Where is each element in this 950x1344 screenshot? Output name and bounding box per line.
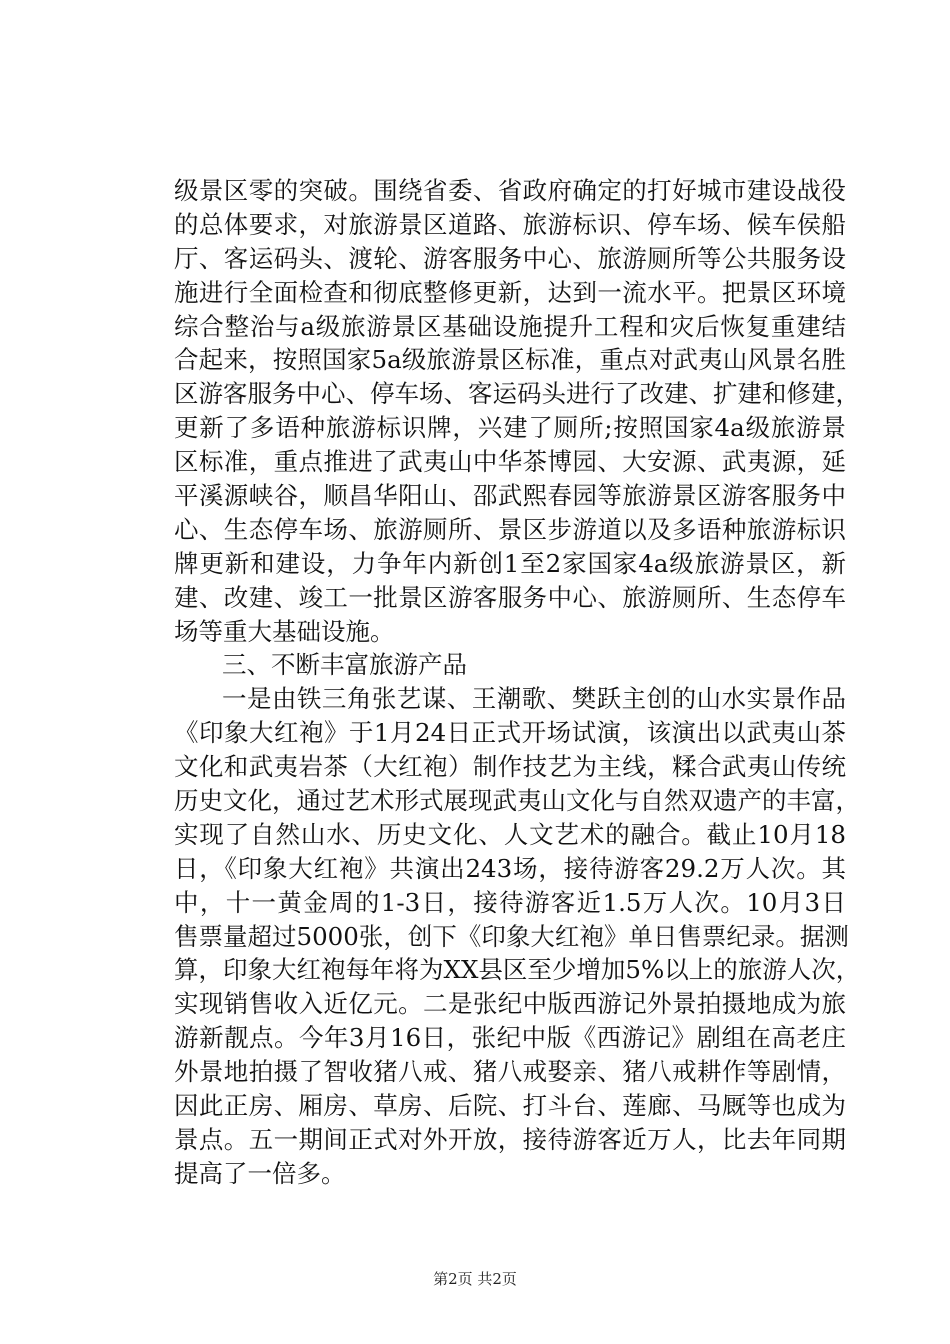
text-line: 文化和武夷岩茶（大红袍）制作技艺为主线，糅合武夷山传统 bbox=[174, 752, 846, 782]
text-line: 售票量超过5000张，创下《印象大红袍》单日售票纪录。据测 bbox=[174, 921, 849, 951]
page-footer: 第2页 共2页 bbox=[433, 1270, 517, 1288]
text-line: 游新靓点。今年3月16日，张纪中版《西游记》剧组在高老庄 bbox=[174, 1023, 846, 1053]
text-line: 场等重大基础设施。 bbox=[174, 616, 395, 646]
section-heading: 三、不断丰富旅游产品 bbox=[222, 650, 467, 680]
text-line: 实现销售收入近亿元。二是张纪中版西游记外景拍摄地成为旅 bbox=[174, 989, 846, 1019]
text-line: 区游客服务中心、停车场、客运码头进行了改建、扩建和修建， bbox=[174, 379, 860, 409]
text-line: 《印象大红袍》于1月24日正式开场试演，该演出以武夷山茶 bbox=[174, 718, 846, 748]
document-body bbox=[174, 174, 861, 1191]
text-line: 算，印象大红袍每年将为XX县区至少增加5%以上的旅游人次， bbox=[174, 955, 861, 985]
text-line: 日，《印象大红袍》共演出243场，接待游客29.2万人次。其 bbox=[174, 853, 846, 883]
text-line: 提高了一倍多。 bbox=[174, 1158, 346, 1188]
text-line: 中，十一黄金周的1-3日，接待游客近1.5万人次。10月3日 bbox=[174, 887, 846, 917]
text-line: 合起来，按照国家5a级旅游景区标准，重点对武夷山风景名胜 bbox=[174, 345, 846, 375]
text-line: 实现了自然山水、历史文化、人文艺术的融合。截止10月18 bbox=[174, 819, 846, 849]
text-line: 心、生态停车场、旅游厕所、景区步游道以及多语种旅游标识 bbox=[174, 514, 846, 544]
text-line: 牌更新和建设，力争年内新创1至2家国家4a级旅游景区，新 bbox=[174, 548, 846, 578]
text-line: 景点。五一期间正式对外开放，接待游客近万人，比去年同期 bbox=[174, 1124, 846, 1154]
text-line: 外景地拍摄了智收猪八戒、猪八戒娶亲、猪八戒耕作等剧情， bbox=[174, 1057, 846, 1087]
text-line: 一是由铁三角张艺谋、王潮歌、樊跃主创的山水实景作品 bbox=[222, 684, 846, 714]
text-line: 综合整治与a级旅游景区基础设施提升工程和灾后恢复重建结 bbox=[174, 311, 846, 341]
text-line: 平溪源峡谷，顺昌华阳山、邵武熙春园等旅游景区游客服务中 bbox=[174, 481, 846, 511]
text-line: 级景区零的突破。围绕省委、省政府确定的打好城市建设战役 bbox=[174, 176, 846, 205]
text-line: 建、改建、竣工一批景区游客服务中心、旅游厕所、生态停车 bbox=[174, 582, 846, 612]
text-line: 厅、客运码头、渡轮、游客服务中心、旅游厕所等公共服务设 bbox=[174, 243, 846, 273]
text-line: 更新了多语种旅游标识牌，兴建了厕所;按照国家4a级旅游景 bbox=[174, 413, 846, 443]
text-line: 因此正房、厢房、草房、后院、打斗台、莲廊、马厩等也成为 bbox=[174, 1091, 846, 1121]
text-line: 施进行全面检查和彻底整修更新，达到一流水平。把景区环境 bbox=[174, 277, 846, 307]
text-line: 历史文化，通过艺术形式展现武夷山文化与自然双遗产的丰富， bbox=[174, 786, 860, 816]
text-line: 区标准，重点推进了武夷山中华茶博园、大安源、武夷源，延 bbox=[174, 447, 846, 477]
text-line: 的总体要求，对旅游景区道路、旅游标识、停车场、候车侯船 bbox=[174, 209, 846, 239]
